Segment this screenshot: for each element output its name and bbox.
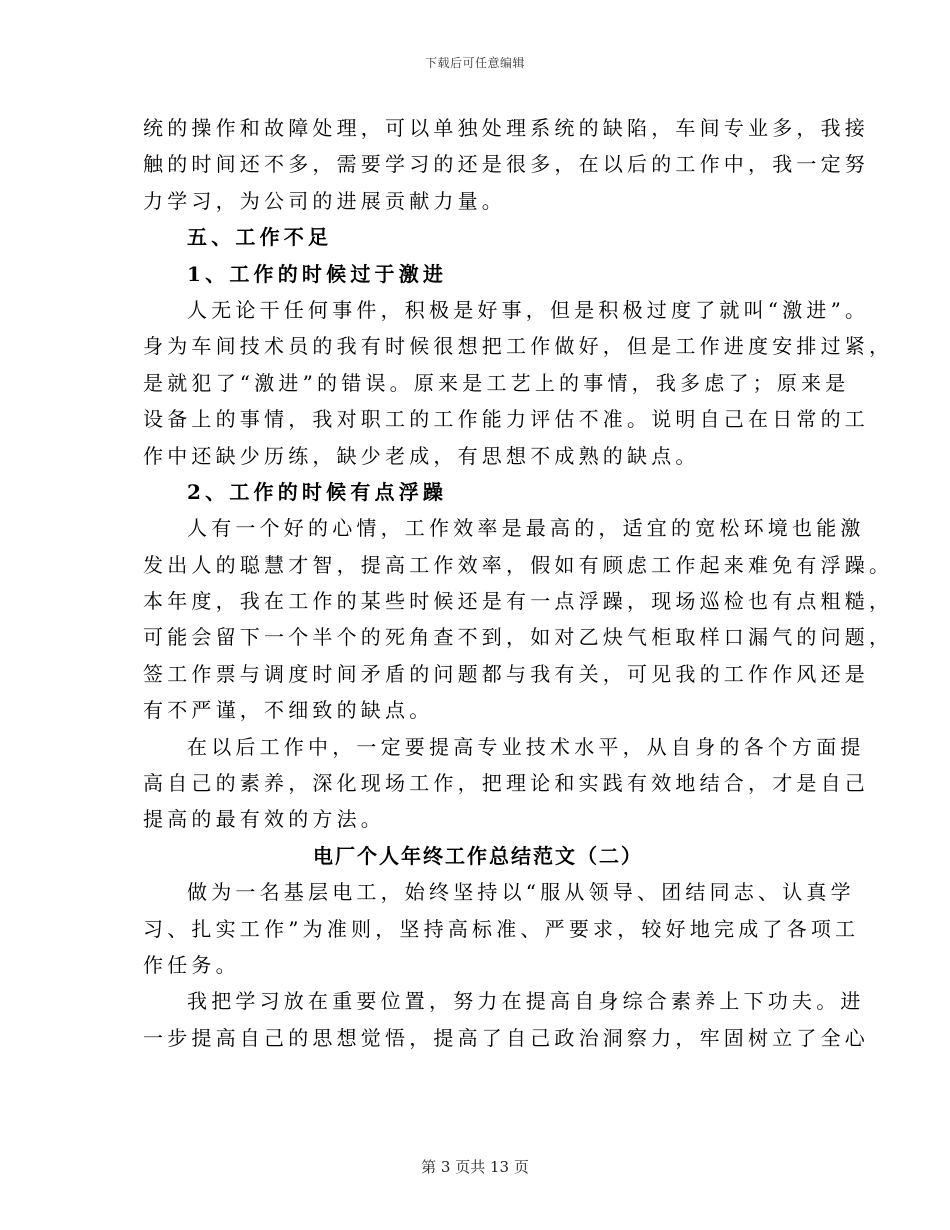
section-heading: 电厂个人年终工作总结范文（二） (313, 843, 643, 868)
header-note: 下载后可任意编辑 (424, 56, 525, 70)
document-body (143, 110, 894, 1056)
text-line: 可能会留下一个半个的死角查不到，如对乙炔气柜取样口漏气的问题， (143, 625, 894, 650)
text-line: 力学习，为公司的进展贡献力量。 (143, 188, 506, 213)
section-heading: 2、工作的时候有点浮躁 (187, 479, 448, 504)
text-line: 触的时间还不多，需要学习的还是很多，在以后的工作中，我一定努 (143, 152, 869, 177)
text-line: 做为一名基层电工，始终坚持以“服从领导、团结同志、认真学 (187, 880, 855, 905)
text-line: 习、扎实工作”为准则，坚持高标准、严要求，较好地完成了各项工 (143, 916, 860, 941)
text-line: 有不严谨，不细致的缺点。 (143, 698, 434, 723)
text-line: 本年度，我在工作的某些时候还是有一点浮躁，现场巡检也有点粗糙， (143, 589, 894, 614)
section-heading: 五、工作不足 (187, 225, 333, 250)
text-line: 一步提高自己的思想觉悟，提高了自己政治洞察力，牢固树立了全心 (143, 1025, 869, 1050)
text-line: 人无论干任何事件，积极是好事，但是积极过度了就叫“激进”。 (187, 297, 870, 322)
section-heading: 1、工作的时候过于激进 (187, 261, 448, 286)
text-line: 作任务。 (143, 952, 240, 977)
text-line: 设备上的事情，我对职工的工作能力评估不准。说明自己在日常的工 (143, 407, 869, 432)
text-line: 在以后工作中，一定要提高专业技术水平，从自身的各个方面提 (187, 734, 865, 759)
text-line: 高自己的素养，深化现场工作，把理论和实践有效地结合，才是自己 (143, 771, 869, 796)
text-line: 身为车间技术员的我有时候很想把工作做好，但是工作进度安排过紧， (143, 334, 894, 359)
text-line: 我把学习放在重要位置，努力在提高自身综合素养上下功夫。进 (187, 989, 865, 1014)
text-line: 签工作票与调度时间矛盾的问题都与我有关，可见我的工作作风还是 (143, 661, 869, 686)
text-line: 统的操作和故障处理，可以单独处理系统的缺陷，车间专业多，我接 (143, 116, 869, 140)
page-footer: 第 3 页共 13 页 (421, 1158, 529, 1176)
text-line: 提高的最有效的方法。 (143, 807, 385, 832)
text-line: 人有一个好的心情，工作效率是最高的，适宜的宽松环境也能激 (187, 516, 865, 541)
text-line: 发出人的聪慧才智，提高工作效率，假如有顾虑工作起来难免有浮躁。 (143, 552, 894, 577)
text-line: 作中还缺少历练，缺少老成，有思想不成熟的缺点。 (143, 443, 700, 468)
text-line: 是就犯了“激进”的错误。原来是工艺上的事情，我多虑了；原来是 (143, 370, 850, 395)
